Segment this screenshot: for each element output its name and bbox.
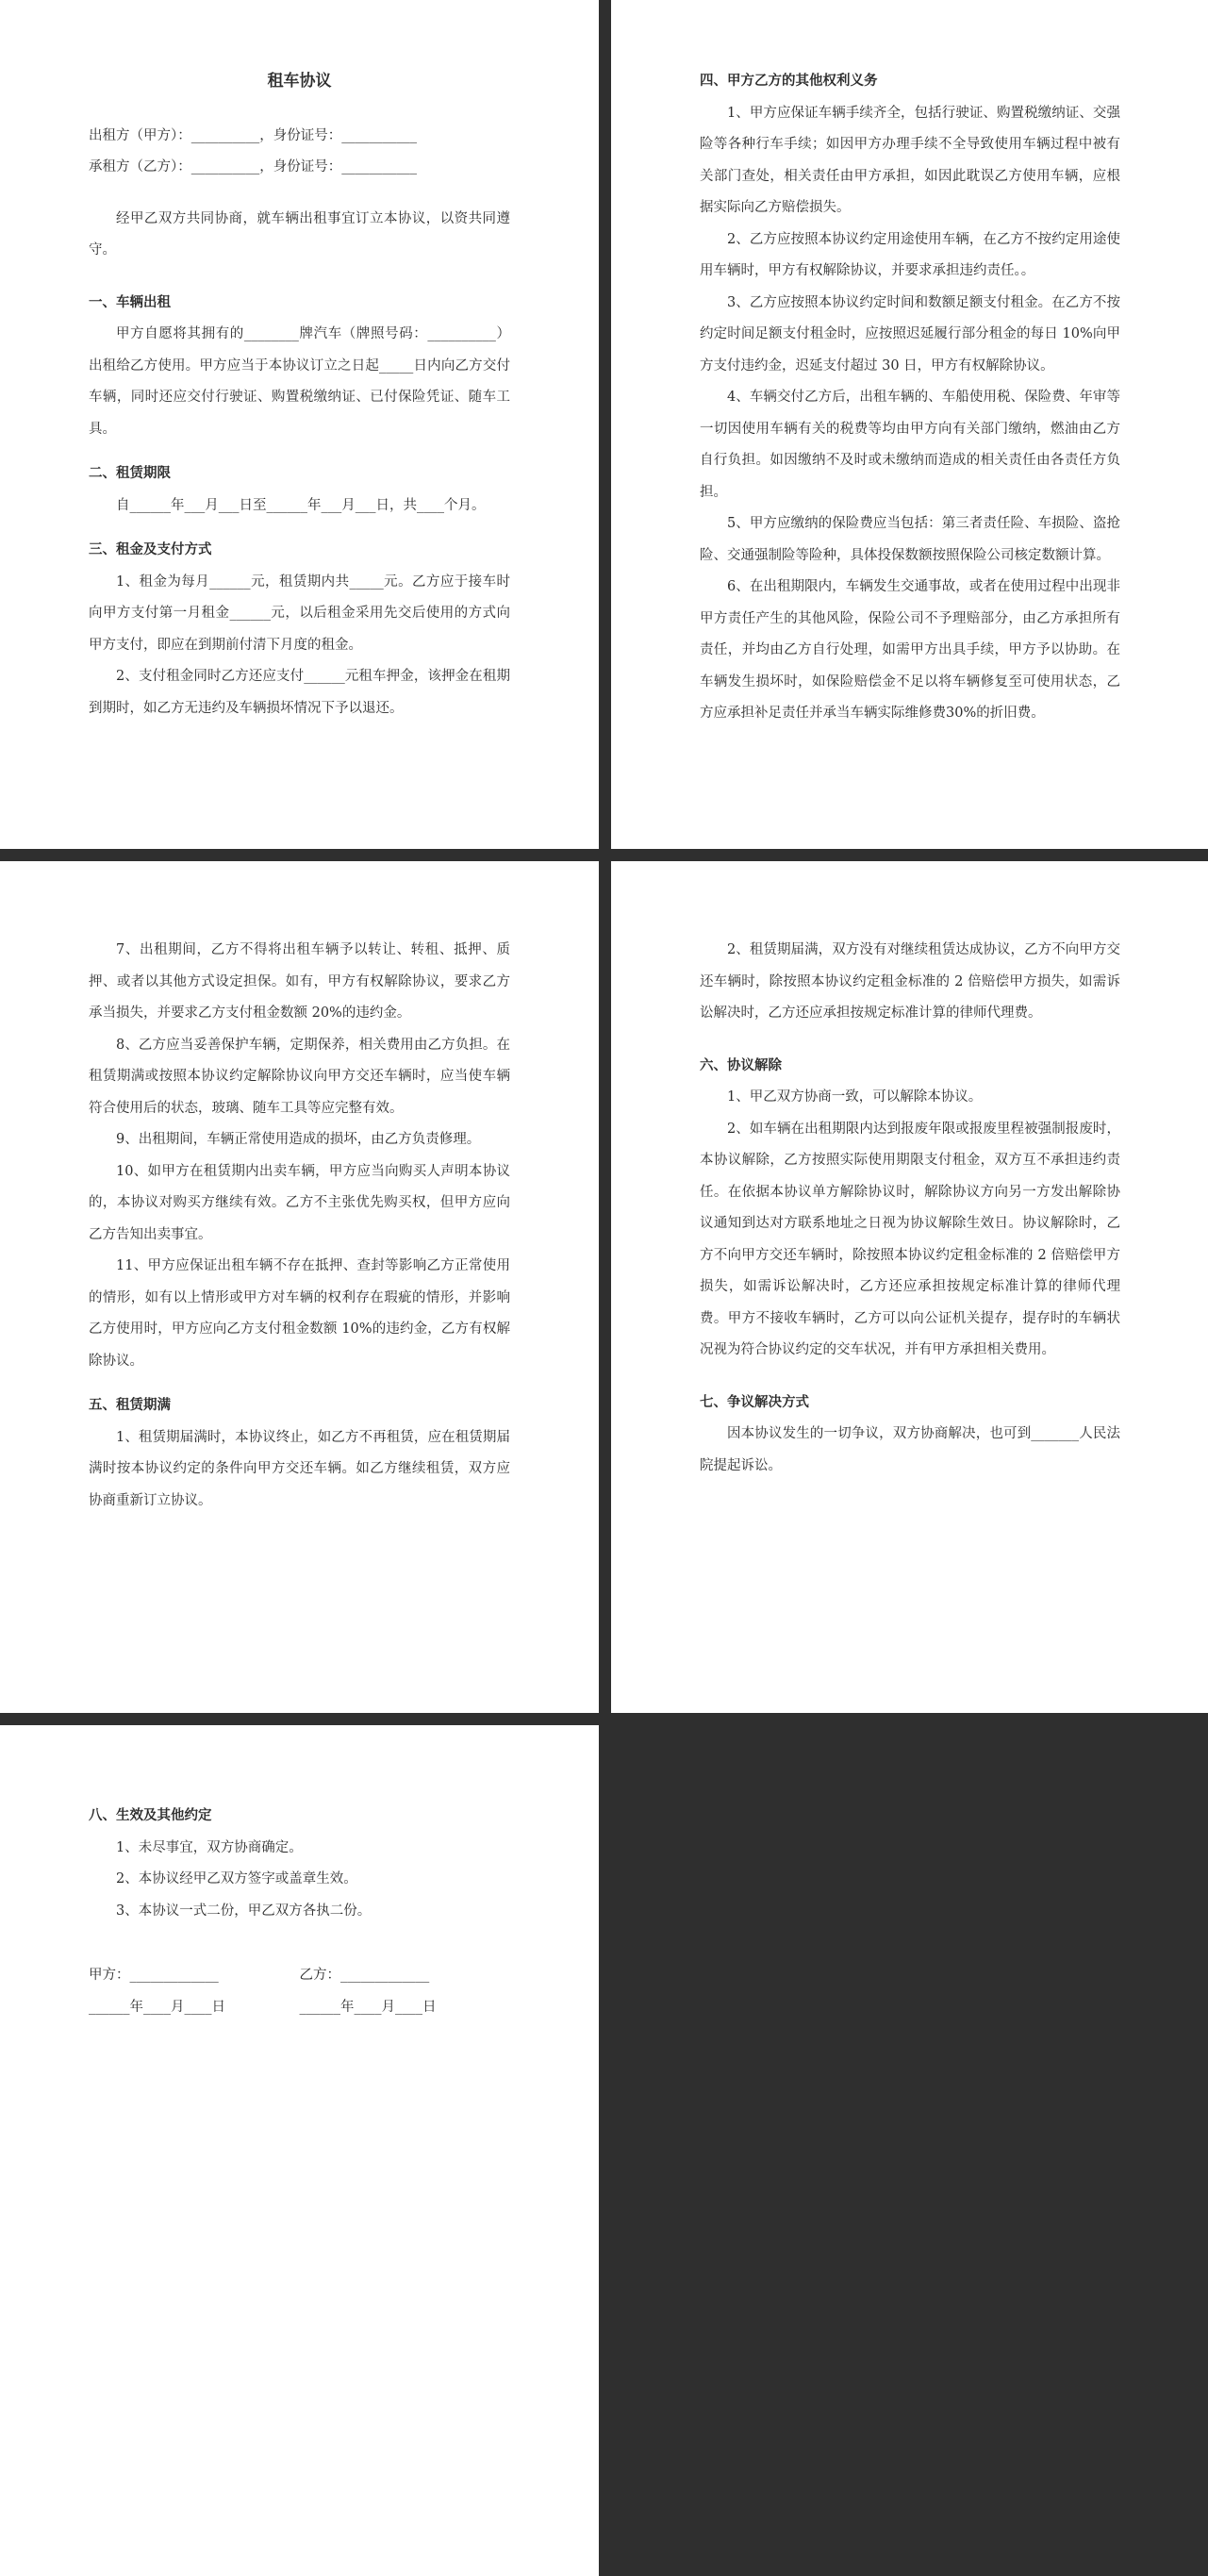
paragraph-s7-1: 因本协议发生的一切争议，双方协商解决，也可到_______人民法院提起诉讼。 [700, 1426, 1120, 1473]
paragraph-s4-2: 2、乙方应按照本协议约定用途使用车辆，在乙方不按约定用途使用车辆时，甲方有权解除协议，并要求承担违约责任。。 [700, 231, 1120, 278]
paragraph-s5-1: 1、租赁期届满时，本协议终止，如乙方不再租赁，应在租赁期届满时按本协议约定的条件向甲方交还车辆。如乙方继续租赁，双方应协商重新订立协议。 [89, 1429, 510, 1508]
party-b-signature: 乙方：_____________ [299, 1968, 430, 1983]
preamble: 经甲乙双方共同协商，就车辆出租事宜订立本协议，以资共同遵守。 [89, 210, 510, 258]
signature-row [89, 1959, 510, 1991]
paragraph-s4-8: 8、乙方应当妥善保护车辆，定期保养，相关费用由乙方负担。在租赁期满或按照本协议约定解除协议向甲方交还车辆时，应当使车辆符合使用后的状态，玻璃、随车工具等应完整有效。 [89, 1037, 510, 1116]
paragraph-s4-11: 11、甲方应保证出租车辆不存在抵押、查封等影响乙方正常使用的情形，如有以上情形或甲方对车辆的权利存在瑕疵的情形，并影响乙方使用时，甲方应向乙方支付租金数额 10%的违约金，乙方有权解除协议。 [89, 1258, 510, 1369]
document-page-1 [0, 0, 599, 849]
document-title: 租车协议 [267, 72, 332, 91]
paragraph-s6-2: 2、如车辆在出租期限内达到报废年限或报废里程被强制报废时，本协议解除，乙方按照实际使用期限支付租金，双方互不承担违约责任。在依据本协议单方解除协议时，解除协议方向另一方发出解除协议通知到达对方联系地址之日视为协议解除生效日。协议解除时，乙方不向甲方交还车辆时，除按照本协议约定租金标准的 2 倍赔偿甲方损失，如需诉讼解决时，乙方还应承担按规定标准计算的律师代理费。甲方不接收车辆时，乙方可以向公证机关提存，提存时的车辆状况视为符合协议约定的交车状况，并有甲方承担相关费用。 [700, 1121, 1120, 1357]
party-a-signature: 甲方：_____________ [89, 1968, 219, 1983]
paragraph-s4-5: 5、甲方应缴纳的保险费应当包括：第三者责任险、车损险、盗抢险、交通强制险等险种，具体投保数额按照保险公司核定数额计算。 [700, 516, 1120, 563]
paragraph-s4-9: 9、出租期间，车辆正常使用造成的损坏，由乙方负责修理。 [116, 1132, 481, 1147]
document-page-3 [0, 861, 599, 1713]
paragraph-s3-1: 1、租金为每月______元，租赁期内共_____元。乙方应于接车时向甲方支付第一月租金______元，以后租金采用先交后使用的方式向甲方支付，即应在到期前付清下月度的租金。 [89, 573, 510, 653]
date-row [89, 1991, 510, 2023]
paragraph-s8-3: 3、本协议一式二份，甲乙双方各执二份。 [116, 1903, 372, 1919]
paragraph-s8-1: 1、未尽事宜，双方协商确定。 [116, 1839, 303, 1855]
section-heading-3: 三、租金及支付方式 [89, 542, 212, 557]
section-heading-1: 一、车辆出租 [89, 294, 171, 310]
lessor-line: 出租方（甲方）：__________，身份证号：___________ [89, 127, 417, 143]
paragraph-s3-2: 2、支付租金同时乙方还应支付______元租车押金，该押金在租期到期时，如乙方无违约及车辆损坏情况下予以退还。 [89, 669, 510, 716]
paragraph-s8-2: 2、本协议经甲乙双方签字或盖章生效。 [116, 1871, 357, 1886]
paragraph-s1-1: 甲方自愿将其拥有的________牌汽车（牌照号码：__________）出租给乙方使用。甲方应当于本协议订立之日起_____日内向乙方交付车辆，同时还应交付行驶证、购置税缴纳证、已付保险凭证、随车工具。 [89, 326, 510, 437]
paragraph-s4-6: 6、在出租期限内，车辆发生交通事故，或者在使用过程中出现非甲方责任产生的其他风险，保险公司不予理赔部分，由乙方承担所有责任，并均由乙方自行处理，如需甲方出具手续，甲方予以协助。在车辆发生损坏时，如保险赔偿金不足以将车辆修复至可使用状态，乙方应承担补足责任并承当车辆实际维修费30%的折旧费。 [700, 579, 1120, 721]
paragraph-s5-2: 2、租赁期届满，双方没有对继续租赁达成协议，乙方不向甲方交还车辆时，除按照本协议约定租金标准的 2 倍赔偿甲方损失，如需诉讼解决时，乙方还应承担按规定标准计算的律师代理费。 [700, 942, 1120, 1021]
section-heading-4: 四、甲方乙方的其他权利义务 [700, 74, 878, 89]
paragraph-s4-4: 4、车辆交付乙方后，出租车辆的、车船使用税、保险费、年审等一切因使用车辆有关的税费等均由甲方向有关部门缴纳，燃油由乙方自行负担。如因缴纳不及时或未缴纳而造成的相关责任由各责任方负担。 [700, 390, 1120, 500]
paragraph-s4-1: 1、甲方应保证车辆手续齐全，包括行驶证、购置税缴纳证、交强险等各种行车手续；如因甲方办理手续不全导致使用车辆过程中被有关部门查处，相关责任由甲方承担，如因此耽误乙方使用车辆，应根据实际向乙方赔偿损失。 [700, 105, 1120, 215]
section-heading-2: 二、租赁期限 [89, 466, 171, 481]
document-page-2 [611, 0, 1208, 849]
document-page-5 [0, 1725, 599, 2576]
party-b-date: ______年____月____日 [299, 2000, 437, 2015]
paragraph-s2-1: 自______年___月___日至______年___月___日，共____个月。 [116, 497, 486, 513]
paragraph-s4-10: 10、如甲方在租赁期内出卖车辆，甲方应当向购买人声明本协议的，本协议对购买方继续有效。乙方不主张优先购买权，但甲方应向乙方告知出卖事宜。 [89, 1163, 510, 1242]
lessee-line: 承租方（乙方）：__________，身份证号：___________ [89, 158, 417, 175]
paragraph-s4-3: 3、乙方应按照本协议约定时间和数额足额支付租金。在乙方不按约定时间足额支付租金时，应按照迟延履行部分租金的每日 10%向甲方支付违约金，迟延支付超过 30 日，甲方有权解除协议。 [700, 294, 1120, 374]
document-page-4 [611, 861, 1208, 1713]
section-heading-6: 六、协议解除 [700, 1057, 782, 1073]
paragraph-s4-7: 7、出租期间，乙方不得将出租车辆予以转让、转租、抵押、质押、或者以其他方式设定担保。如有，甲方有权解除协议，要求乙方承当损失，并要求乙方支付租金数额 20%的违约金。 [89, 942, 510, 1021]
section-heading-7: 七、争议解决方式 [700, 1394, 809, 1410]
party-a-date: ______年____月____日 [89, 2000, 225, 2015]
paragraph-s6-1: 1、甲乙双方协商一致，可以解除本协议。 [727, 1089, 983, 1105]
section-heading-8: 八、生效及其他约定 [89, 1808, 212, 1823]
section-heading-5: 五、租赁期满 [89, 1398, 171, 1413]
